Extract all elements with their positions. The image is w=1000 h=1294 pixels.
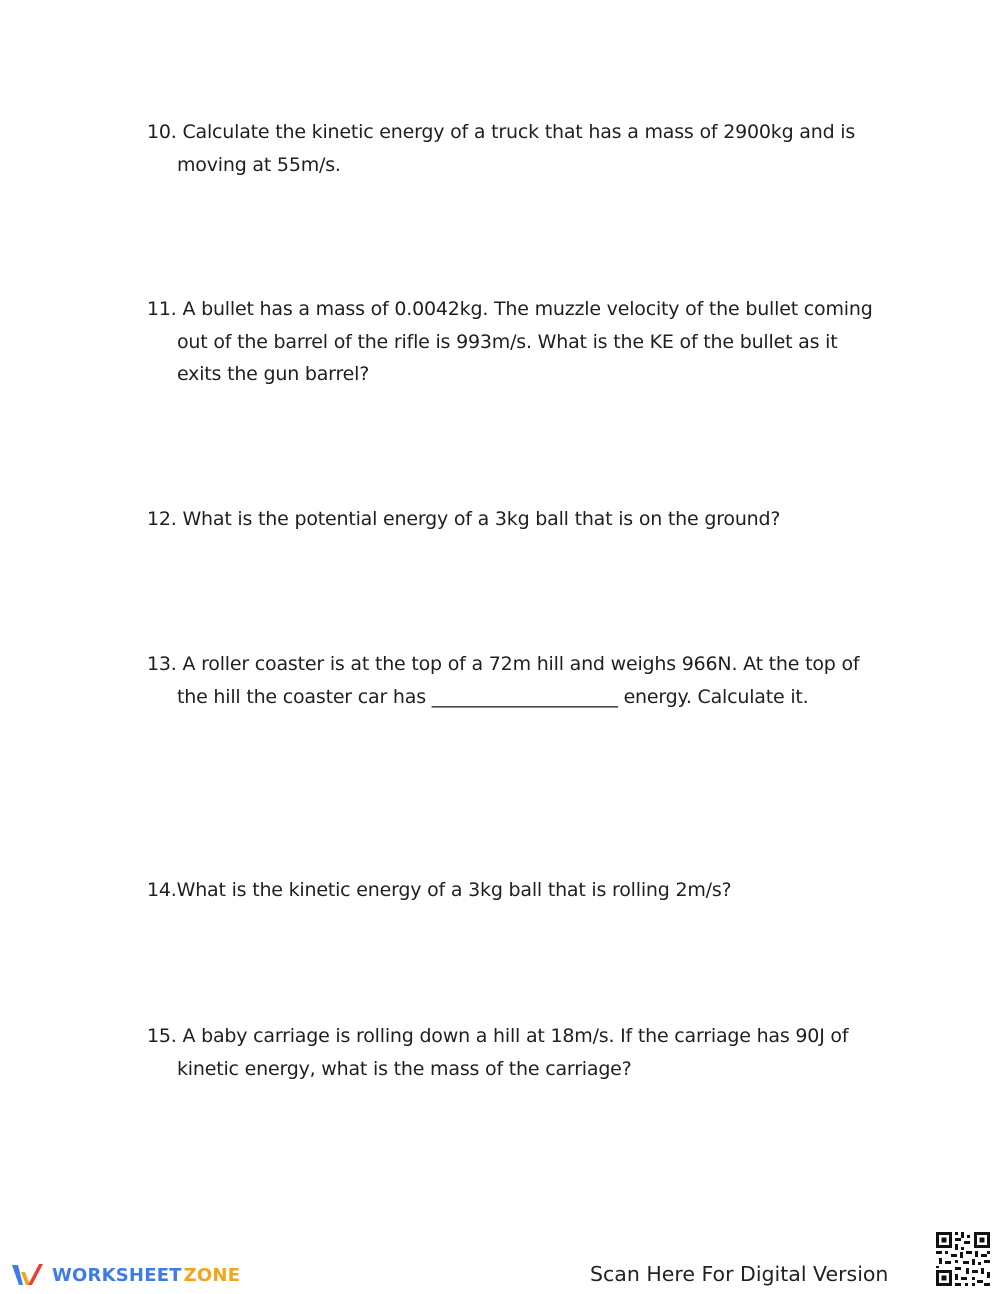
question-13 — [147, 648, 887, 713]
question-11-line-1: 11. A bullet has a mass of 0.0042kg. The muzzle velocity of the bullet coming — [147, 298, 873, 320]
question-11-line-3: exits the gun barrel? — [177, 363, 370, 385]
question-10 — [147, 116, 887, 181]
brand-word-worksheet: WORKSHEET — [52, 1264, 182, 1286]
question-15 — [147, 1020, 887, 1085]
worksheetzone-logo[interactable] — [10, 1259, 240, 1291]
question-12-line-1: 12. What is the potential energy of a 3kg ball that is on the ground? — [147, 508, 781, 530]
worksheetzone-wordmark — [52, 1265, 240, 1286]
brand-word-zone: ZONE — [183, 1264, 241, 1286]
question-15-line-1: 15. A baby carriage is rolling down a hill at 18m/s. If the carriage has 90J of — [147, 1025, 849, 1047]
question-10-line-2: moving at 55m/s. — [177, 153, 341, 176]
page-footer — [0, 1224, 1000, 1294]
question-13-line-1: 13. A roller coaster is at the top of a 72m hill and weighs 966N. At the top of — [147, 653, 860, 675]
question-12 — [147, 503, 887, 536]
question-11 — [147, 293, 887, 391]
question-14 — [147, 874, 887, 907]
question-13-line-2: the hill the coaster car has ____________________ energy. Calculate it. — [177, 685, 809, 708]
scan-here-label: Scan Here For Digital Version — [590, 1262, 889, 1286]
qr-code-icon[interactable] — [932, 1228, 994, 1290]
worksheetzone-logo-icon — [10, 1262, 46, 1288]
question-15-line-2: kinetic energy, what is the mass of the carriage? — [177, 1057, 632, 1080]
question-11-line-2: out of the barrel of the rifle is 993m/s. What is the KE of the bullet as it — [177, 330, 838, 353]
question-10-line-1: 10. Calculate the kinetic energy of a truck that has a mass of 2900kg and is — [147, 121, 856, 143]
question-14-line-1: 14.What is the kinetic energy of a 3kg ball that is rolling 2m/s? — [147, 879, 732, 901]
